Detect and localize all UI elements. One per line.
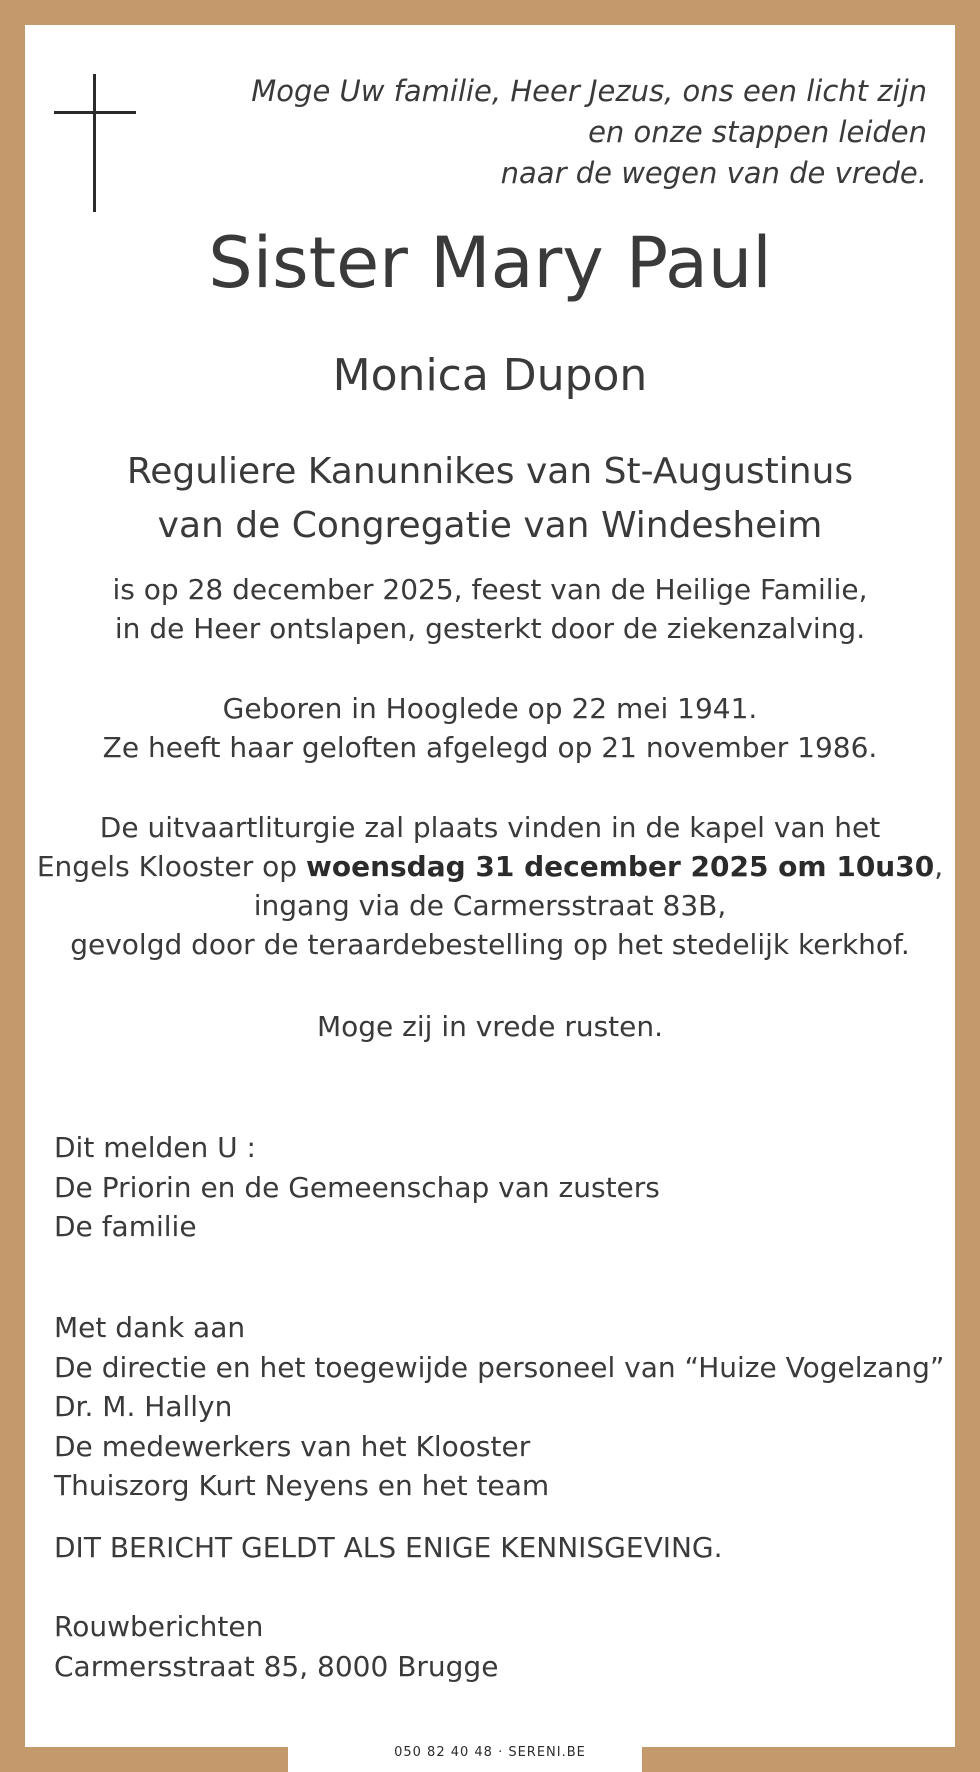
funeral-line: ingang via de Carmersstraat 83B, bbox=[253, 889, 727, 922]
vows-line: Ze heeft haar geloften afgelegd op 21 november 1986. bbox=[102, 731, 878, 764]
announcers bbox=[54, 1128, 660, 1247]
announcer-line: De Priorin en de Gemeenschap van zusters bbox=[54, 1170, 660, 1204]
footer-contact: 050 82 40 48 · SERENI.BE bbox=[394, 1745, 586, 1760]
funeral-info bbox=[25, 808, 955, 964]
address-line: Carmersstraat 85, 8000 Brugge bbox=[54, 1649, 499, 1683]
prayer-line: naar de wegen van de vrede. bbox=[500, 156, 927, 190]
order-line: van de Congregatie van Windesheim bbox=[157, 505, 823, 546]
notice: DIT BERICHT GELDT ALS ENIGE KENNISGEVING. bbox=[54, 1531, 723, 1564]
death-line: in de Heer ontslapen, gesterkt door de ziekenzalving. bbox=[114, 612, 866, 645]
mourning-address bbox=[54, 1607, 498, 1686]
birth-line: Geboren in Hooglede op 22 mei 1941. bbox=[222, 692, 758, 725]
thanks bbox=[54, 1308, 944, 1506]
announcer-line: Dit melden U : bbox=[54, 1131, 256, 1164]
funeral-punct: , bbox=[934, 850, 944, 883]
funeral-line: gevolgd door de teraardebestelling op het stedelijk kerkhof. bbox=[70, 928, 910, 961]
funeral-line bbox=[25, 847, 955, 886]
prayer-verse bbox=[251, 71, 927, 194]
cross-icon bbox=[93, 74, 96, 212]
deceased-name: Sister Mary Paul bbox=[208, 222, 772, 304]
prayer-line: Moge Uw familie, Heer Jezus, ons een licht zijn bbox=[251, 74, 927, 108]
address-line: Rouwberichten bbox=[54, 1610, 264, 1643]
birth-info bbox=[25, 689, 955, 767]
religious-order bbox=[25, 445, 955, 553]
funeral-datetime: woensdag 31 december 2025 om 10u30 bbox=[305, 850, 935, 883]
civil-name: Monica Dupon bbox=[332, 350, 648, 401]
thanks-line: De medewerkers van het Klooster bbox=[54, 1429, 531, 1463]
death-announcement bbox=[25, 570, 955, 648]
funeral-line: De uitvaartliturgie zal plaats vinden in de kapel van het bbox=[99, 811, 881, 844]
cross-icon-bar bbox=[54, 111, 136, 114]
thanks-line: Met dank aan bbox=[54, 1311, 246, 1344]
thanks-line: De directie en het toegewijde personeel van “Huize Vogelzang” bbox=[54, 1350, 945, 1384]
announcer-line: De familie bbox=[54, 1210, 197, 1243]
prayer-line: en onze stappen leiden bbox=[588, 115, 927, 149]
thanks-line: Dr. M. Hallyn bbox=[54, 1390, 233, 1423]
thanks-line: Thuiszorg Kurt Neyens en het team bbox=[54, 1469, 550, 1502]
death-line: is op 28 december 2025, feest van de Heilige Familie, bbox=[112, 573, 868, 606]
funeral-location: Engels Klooster op bbox=[36, 850, 306, 883]
obituary-card bbox=[25, 25, 955, 1747]
order-line: Reguliere Kanunnikes van St-Augustinus bbox=[126, 451, 854, 492]
rest-in-peace: Moge zij in vrede rusten. bbox=[316, 1010, 664, 1043]
